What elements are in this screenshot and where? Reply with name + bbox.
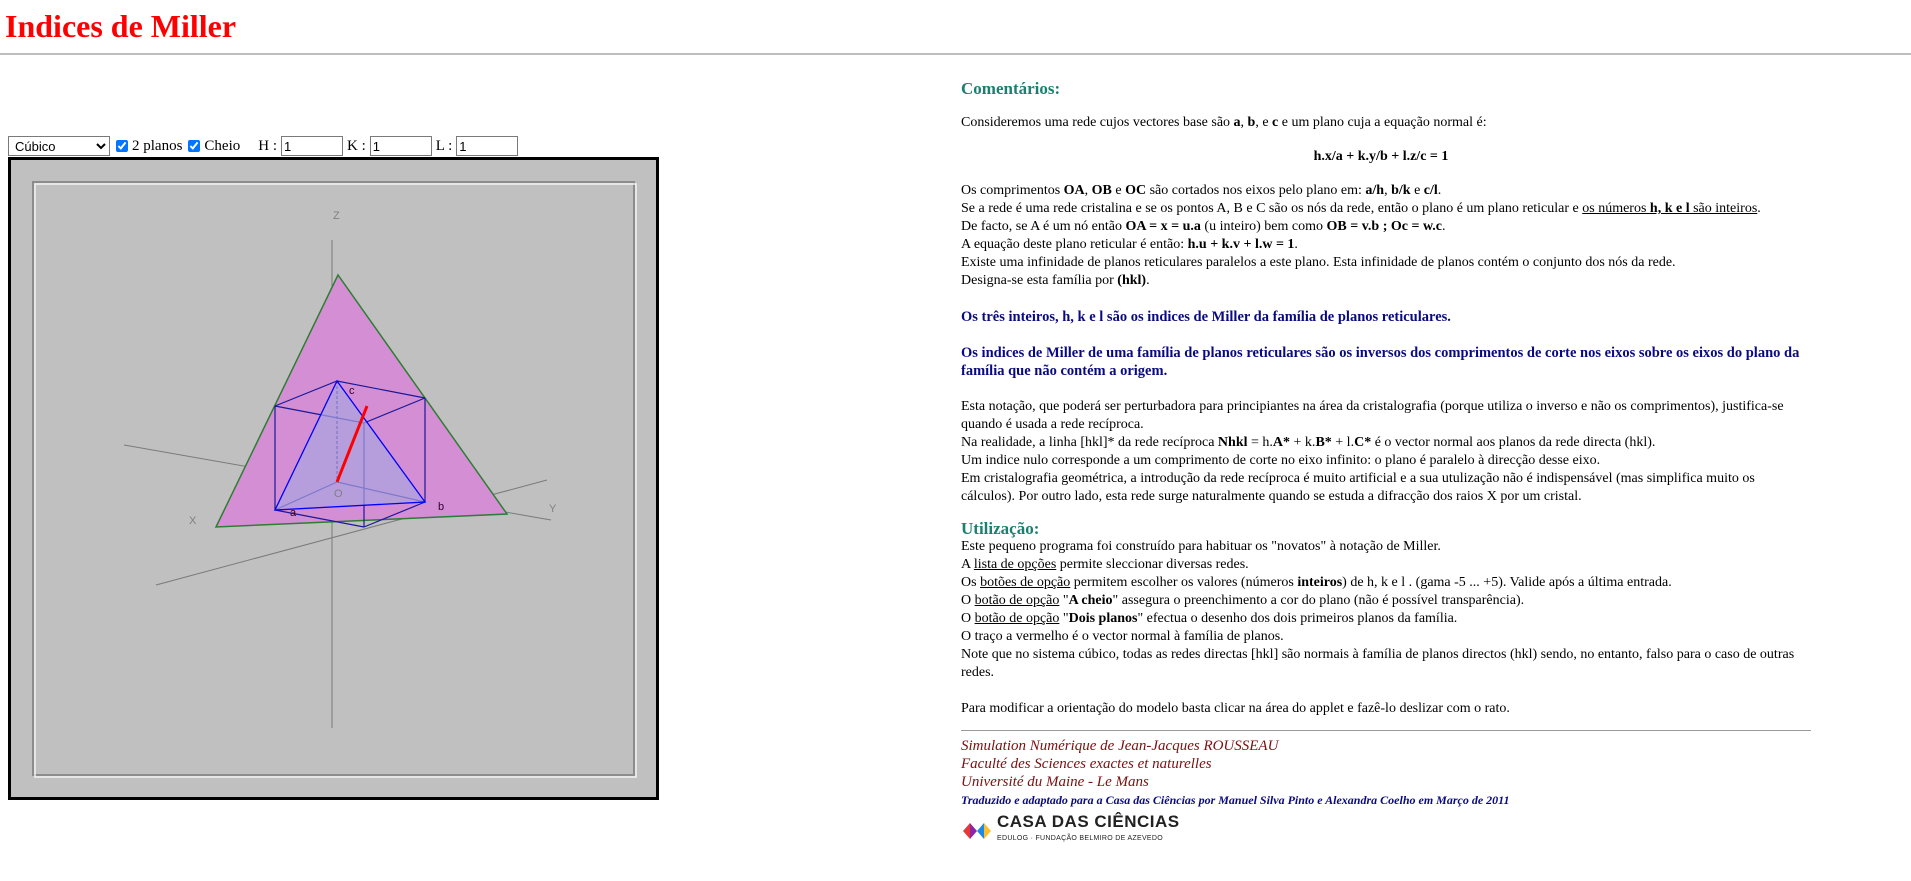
usage-line-6: O traço a vermelho é o vector normal à família de planos. (961, 629, 1284, 644)
comment-line-5: Existe uma infinidade de planos reticulares paralelos a este plano. Esta infinidade de planos contém o conjunto dos nós da rede. (961, 255, 1676, 270)
l-label: L : (435, 137, 453, 154)
usage-line-2: A lista de opções permite sleccionar diversas redes. (961, 557, 1249, 572)
h-label: H : (258, 137, 278, 154)
filled-toggle[interactable] (188, 138, 240, 155)
usage-line-4: O botão de opção "A cheio" assegura o preenchimento a cor do plano (não é possível transparência). (961, 593, 1525, 608)
miller-definition-1: Os três inteiros, h, k e l são os indices de Miller da família de planos reticulares. (961, 309, 1451, 325)
lattice-type-select[interactable] (8, 136, 110, 156)
plane-equation: h.x/a + k.y/b + l.z/c = 1 (1313, 149, 1449, 164)
two-planes-label: 2 planos (132, 137, 183, 154)
usage-line-5: O botão de opção "Dois planos" efectua o desenho dos dois primeiros planos da família. (961, 611, 1458, 626)
reciprocal-line-4: Em cristalografia geométrica, a introdução da rede recíproca é muito artificial e a sua utulização não é indispensável (mas simplifica muito os cálculos). Por outro lado, esta rede surge naturalmente quando se estuda a difracção dos raios X por um cristal. (961, 471, 1755, 504)
usage-line-3: Os botões de opção permitem escolher os valores (números inteiros) de h, k e l . (gama -5 ... +5). Valide após a última entrada. (961, 575, 1672, 590)
logo-subtitle: EDULOG · FUNDAÇÃO BELMIRO DE AZEVEDO (997, 835, 1163, 842)
miller-definition-2: Os indices de Miller de uma família de planos reticulares são os inversos dos comprimentos de corte nos eixos sobre os eixos do plano da família que não contém a origem. (961, 345, 1800, 379)
comments-heading: Comentários: (961, 79, 1061, 98)
applet-controls (8, 135, 518, 157)
comment-line-2: Se a rede é uma rede cristalina e se os pontos A, B e C são os nós da rede, então o plano é um plano reticular e os números h, k e l são inteiros. (961, 201, 1761, 216)
page-title: Indices de Miller (5, 8, 237, 44)
l-input[interactable] (456, 136, 518, 156)
comment-line-1: Os comprimentos OA, OB e OC são cortados nos eixos pelo plano em: a/h, b/k e c/l. (961, 183, 1442, 198)
comment-line-3: De facto, se A é um nó então OA = x = u.a (u inteiro) bem como OB = v.b ; Oc = w.c. (961, 219, 1446, 234)
usage-line-8: Para modificar a orientação do modelo basta clicar na área do applet e fazê-lo deslizar com o rato. (961, 701, 1510, 716)
casa-logo-icon (961, 819, 993, 843)
k-input[interactable] (370, 136, 432, 156)
crystal-view[interactable] (11, 160, 656, 797)
casa-das-ciencias-logo[interactable] (961, 813, 1811, 848)
edge-c-label: c (349, 385, 355, 397)
y-axis-label: Y (549, 503, 557, 515)
filled-checkbox[interactable] (188, 140, 200, 152)
logo-name: CASA DAS CIÊNCIAS (997, 812, 1180, 831)
usage-heading: Utilização: (961, 519, 1040, 538)
comment-line-6: Designa-se esta família por (hkl). (961, 273, 1150, 288)
reciprocal-line-3: Um indice nulo corresponde a um comprimento de corte no eixo infinito: o plano é paralelo à direcção desse eixo. (961, 453, 1601, 468)
z-axis-label: Z (333, 210, 340, 222)
reciprocal-line-2: Na realidade, a linha [hkl]* da rede recíproca Nhkl = h.A* + k.B* + l.C* é o vector normal aos planos da rede directa (hkl). (961, 435, 1656, 450)
credit-author: Simulation Numérique de Jean-Jacques ROUSSEAU (961, 738, 1279, 754)
x-axis-label: X (189, 515, 197, 527)
filled-label: Cheio (204, 137, 241, 154)
edge-a-label: a (290, 507, 297, 519)
intro-paragraph: Consideremos uma rede cujos vectores base são a, b, e c e um plano cuja a equação normal é: (961, 115, 1487, 130)
content-column (961, 80, 1811, 848)
options-list-link: lista de opções (973, 557, 1057, 572)
two-planes-checkbox[interactable] (116, 140, 128, 152)
reciprocal-line-1: Esta notação, que poderá ser perturbadora para principiantes na área da cristalografia (porque utiliza o inverso e não os comprimentos), justifica-se quando é usada a rede recíproca. (961, 399, 1784, 432)
h-input[interactable] (281, 136, 343, 156)
miller-applet-canvas[interactable] (8, 157, 659, 800)
k-label: K : (347, 137, 366, 154)
credit-faculty: Faculté des Sciences exactes et naturelles (961, 756, 1212, 772)
credit-translation: Traduzido e adaptado para a Casa das Ciências por Manuel Silva Pinto e Alexandra Coelho em Março de 2011 (961, 793, 1510, 807)
usage-line-7: Note que no sistema cúbico, todas as redes directas [hkl] são normais à família de planos directos (hkl) sendo, no entanto, falso para o caso de outras redes. (961, 647, 1795, 680)
two-planes-toggle[interactable] (116, 138, 182, 155)
comment-line-4: A equação deste plano reticular é então: h.u + k.v + l.w = 1. (961, 237, 1298, 252)
title-divider (0, 53, 1911, 55)
origin-label: O (334, 488, 343, 500)
credit-university: Université du Maine - Le Mans (961, 774, 1149, 790)
edge-b-label: b (438, 501, 445, 513)
usage-line-1: Este pequeno programa foi construído para habituar os "novatos" à notação de Miller. (961, 539, 1441, 554)
